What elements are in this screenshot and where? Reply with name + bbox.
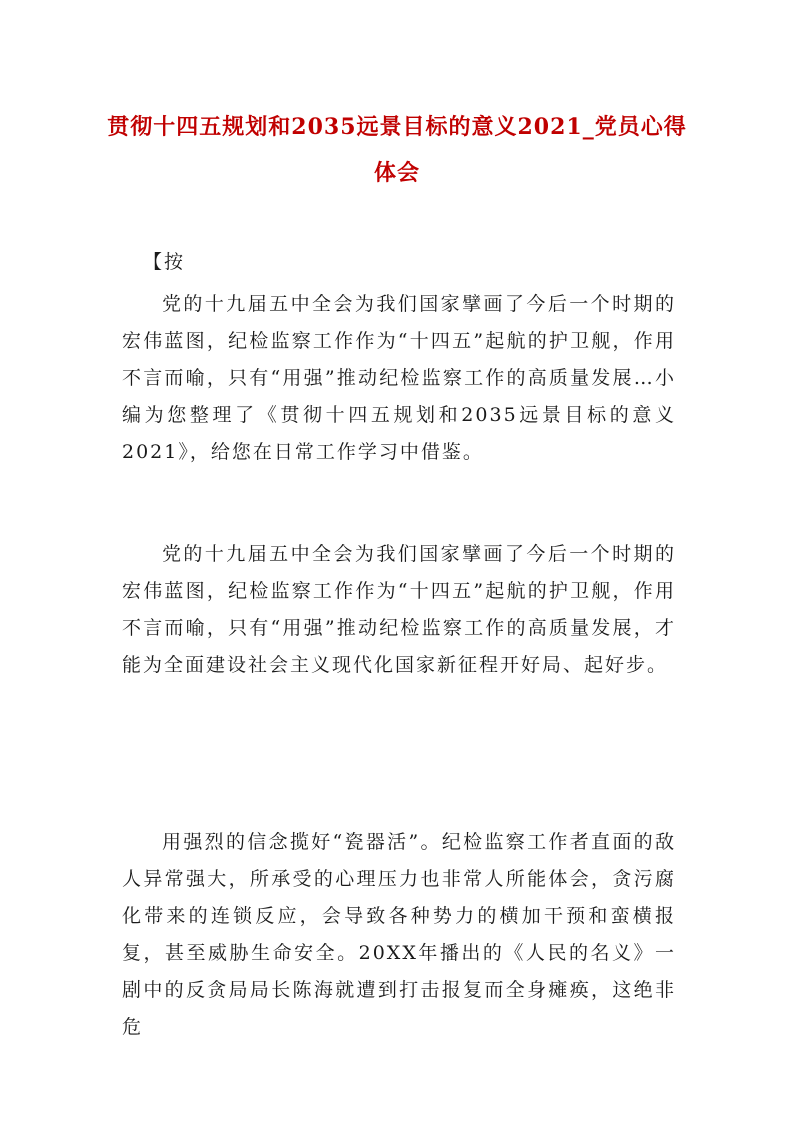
intro-paragraph: 党的十九届五中全会为我们国家擘画了今后一个时期的宏伟蓝图，纪检监察工作作为“十四五”起航的护卫舰，作用不言而喻，只有“用强”推动纪检监察工作的高质量发展…小编为您整理了《贯彻十四五规划和2035远景目标的意义2021》，给您在日常工作学习中借鉴。: [122, 293, 676, 463]
document-title: 贯彻十四五规划和2035远景目标的意义2021_党员心得体会: [107, 114, 687, 186]
editor-note-heading: 【按: [143, 251, 186, 273]
body-paragraph-1: 党的十九届五中全会为我们国家擘画了今后一个时期的宏伟蓝图，纪检监察工作作为“十四五”起航的护卫舰，作用不言而喻，只有“用强”推动纪检监察工作的高质量发展，才能为全面建设社会主义现代化国家新征程开好局、起好步。: [122, 543, 676, 676]
body-paragraph-2: 用强烈的信念揽好“瓷器活”。纪检监察工作者直面的敌人异常强大，所承受的心理压力也非常人所能体会，贪污腐化带来的连锁反应，会导致各种势力的横加干预和蛮横报复，甚至威胁生命安全。20XX年播出的《人民的名义》一剧中的反贪局局长陈海就遭到打击报复而全身瘫痪，这绝非危: [122, 831, 676, 1038]
